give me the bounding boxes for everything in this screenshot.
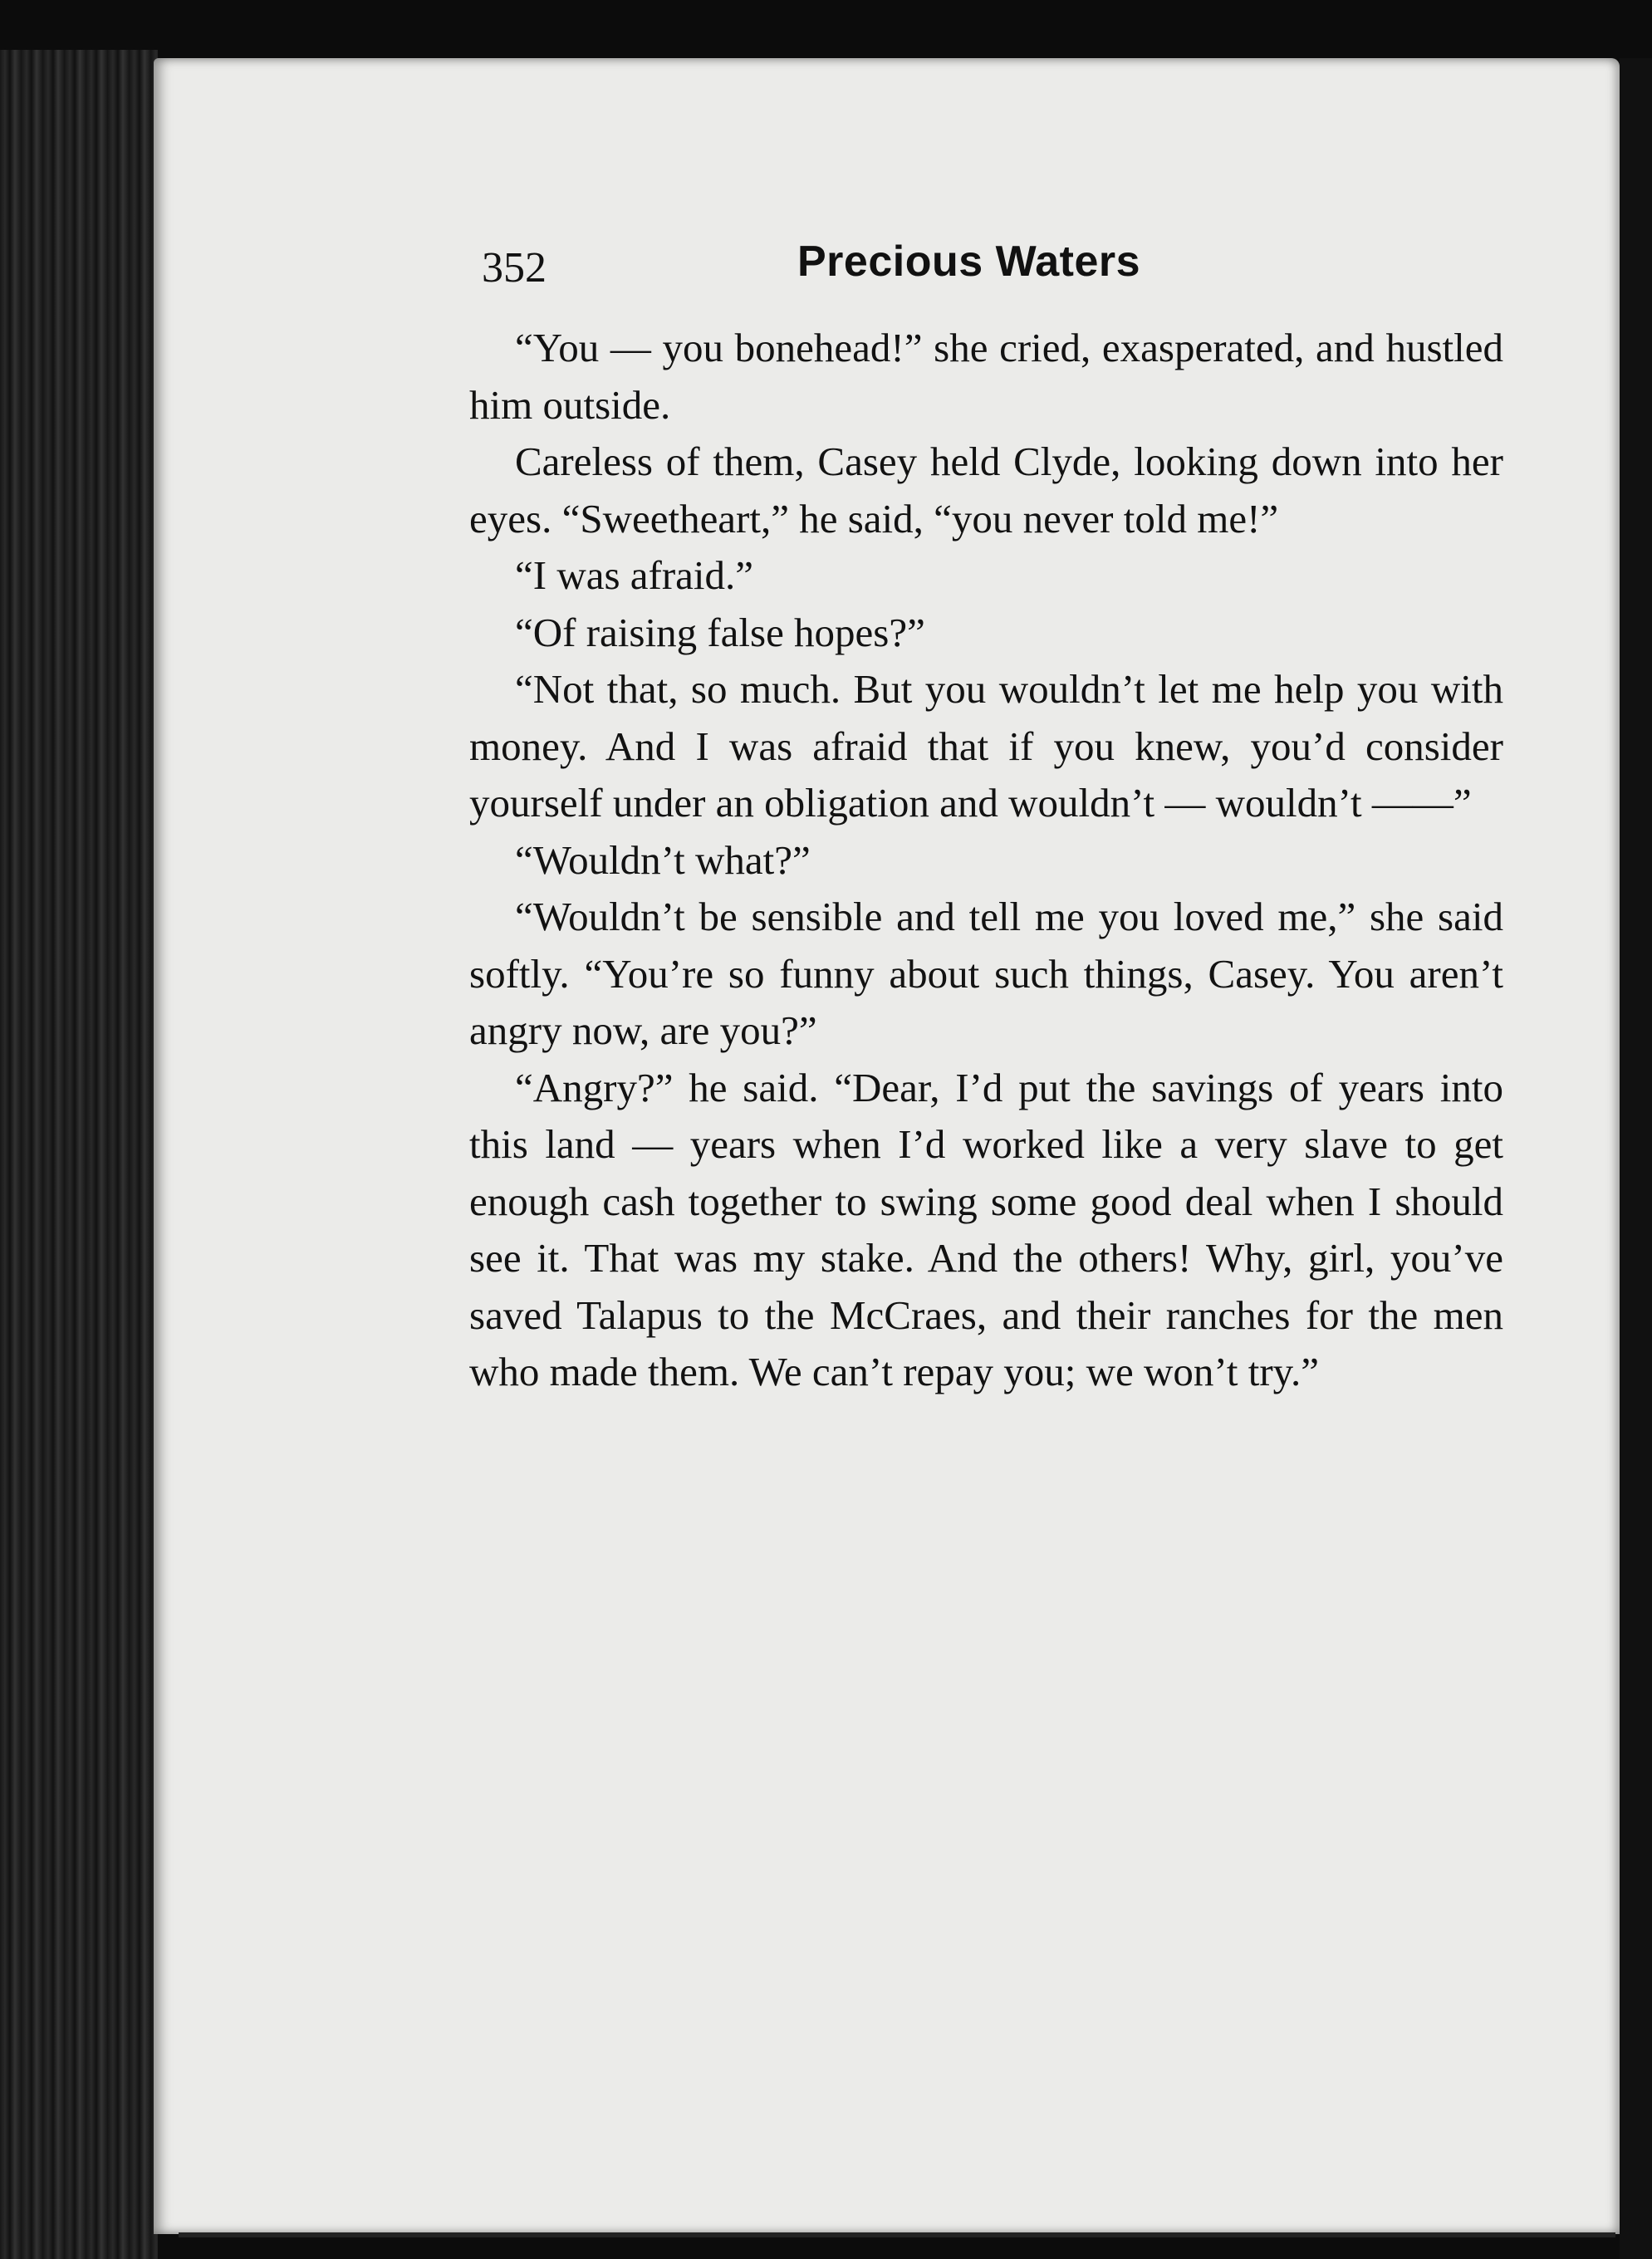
paragraph: “You — you bonehead!” she cried, exasperated, and hustled him outside.: [469, 325, 1503, 428]
paragraph: “Not that, so much. But you wouldn’t let me help you with money. And I was afraid that if you knew, you’d consider yourself under an obligation and wouldn’t — wouldn’t ——”: [469, 666, 1503, 826]
paragraph: “Wouldn’t be sensible and tell me you loved me,” she said softly. “You’re so funny about such things, Casey. You aren’t angry now, are you?”: [469, 894, 1503, 1053]
running-title: Precious Waters: [797, 238, 1141, 286]
page-edge-shadow: [1620, 58, 1652, 2259]
paragraph: “Of raising false hopes?”: [515, 609, 925, 655]
paragraph: “I was afraid.”: [515, 552, 754, 598]
paragraph: “Angry?” he said. “Dear, I’d put the savings of years into this land — years when I’d worked like a very slave to get enough cash together to swing some good deal when I should see it. That was my stake. And the others! Why, girl, you’ve saved Talapus to the McCraes, and their ranches for the men who made them. We can’t repay you; we won’t try.”: [469, 1064, 1503, 1394]
body-text: [469, 320, 1503, 1401]
page-bottom-edge: [179, 2232, 1615, 2237]
book-spine: [0, 50, 158, 2259]
paragraph: “Wouldn’t what?”: [515, 836, 811, 883]
page-header: [482, 237, 1196, 303]
paragraph: Careless of them, Casey held Clyde, looking down into her eyes. “Sweetheart,” he said, “you never told me!”: [469, 439, 1503, 541]
page-number: 352: [482, 244, 547, 292]
